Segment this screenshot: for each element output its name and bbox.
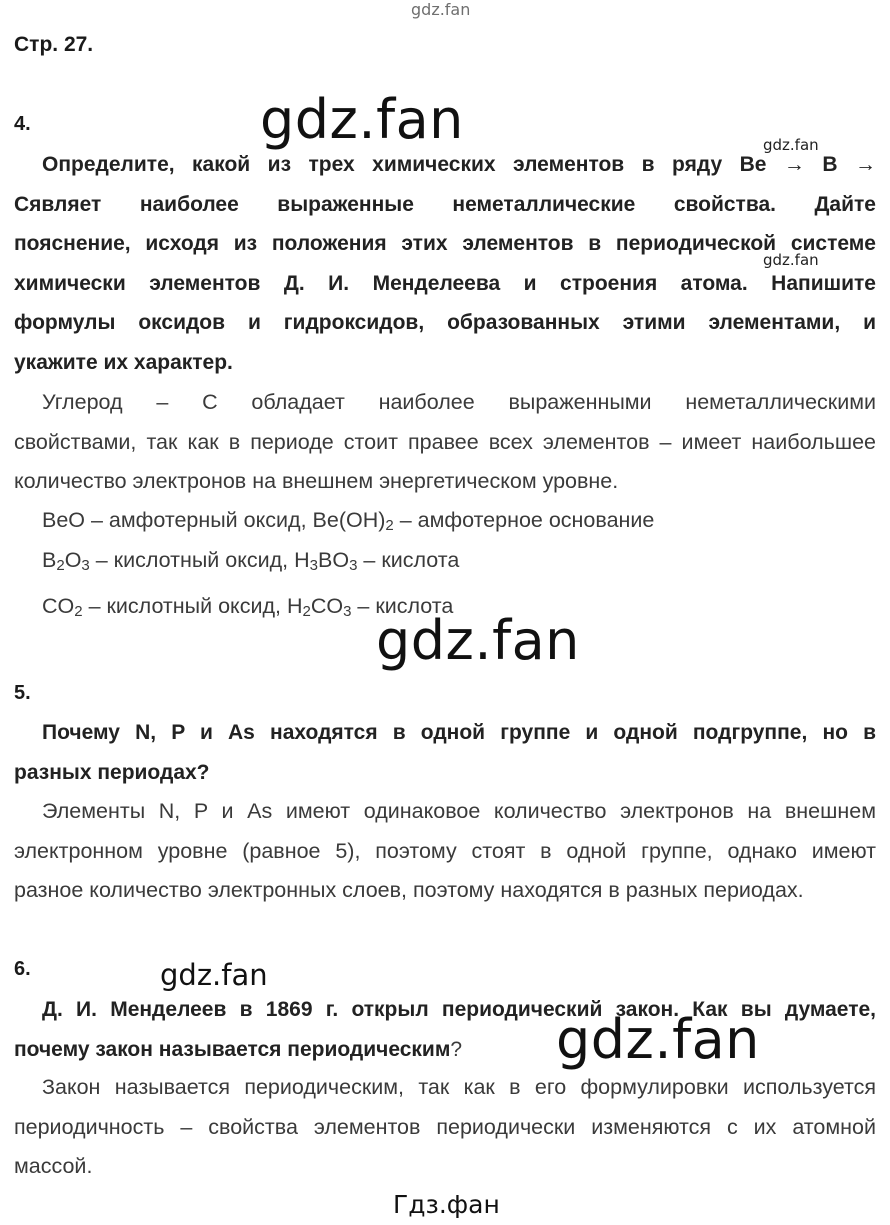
formula-be: BeO – амфотерный оксид, $Be(OH)_2$ – амфотерное основание — [42, 508, 655, 534]
answer-line: свойствами, так как в периоде стоит правее всех элементов – имеет наибольшее — [14, 429, 876, 454]
question-line: Сявляет наиболее выраженные неметаллические свойства. Дайте — [14, 192, 876, 216]
formula-b: $B_2O_3$ – кислотный оксид, $H_3BO_3$ – кислота — [42, 548, 460, 574]
question-line: химически элементов Д. И. Менделеева и строения атома. Напишите — [14, 271, 876, 295]
answer-line: электронном уровне (равное 5), поэтому стоят в одной группе, однако имеют — [14, 838, 876, 863]
answer-line: периодичность – свойства элементов периодически изменяются с их атомной — [14, 1114, 876, 1139]
task-6-answer — [14, 1068, 876, 1187]
answer-line: Элементы N, P и As имеют одинаковое количество электронов на внешнем — [42, 799, 876, 823]
task-5-question — [14, 713, 876, 792]
question-line: Почему N, P и As находятся в одной группе и одной подгруппе, но в — [42, 721, 876, 744]
question-mark: ? — [450, 1037, 463, 1061]
watermark-big-1: gdz.fan — [260, 88, 464, 151]
watermark-big-3: gdz.fan — [556, 1008, 760, 1071]
question-line: пояснение, исходя из положения этих элементов в периодической системе — [14, 232, 876, 255]
page-label: Стр. 27. — [14, 33, 94, 56]
task-5-answer — [14, 792, 876, 911]
question-line: разных периодах? — [14, 760, 210, 784]
task-6-question — [14, 990, 876, 1069]
answer-line: разное количество электронных слоев, поэтому находятся в разных периодах. — [14, 878, 804, 902]
task-4-answer — [14, 383, 876, 502]
question-bold-part: почему закон называется периодическим — [14, 1037, 451, 1061]
footer-watermark: Гдз.фан — [393, 1190, 500, 1219]
answer-line: Закон называется периодическим, так как в его формулировки используется — [42, 1075, 876, 1099]
answer-line: количество электронов на внешнем энергетическом уровне. — [14, 469, 619, 493]
task-6-number: 6. — [14, 958, 31, 980]
question-line: формулы оксидов и гидроксидов, образованных этими элементами, и — [14, 311, 876, 334]
watermark-side-2: gdz.fan — [763, 251, 819, 269]
question-line: Д. И. Менделеев в 1869 г. открыл периодический закон. Как вы думаете, — [42, 998, 876, 1021]
question-line: Определите, какой из трех химических элементов в ряду Be → B → — [42, 153, 876, 176]
watermark-top: gdz.fan — [411, 0, 471, 19]
question-line — [14, 1030, 876, 1070]
watermark-side-1: gdz.fan — [763, 136, 819, 154]
task-4-question — [14, 145, 876, 382]
formula-c: $CO_2$ – кислотный оксид, $H_2CO_3$ – кислота — [42, 594, 454, 620]
answer-line: массой. — [14, 1154, 93, 1178]
question-line: укажите их характер. — [14, 350, 233, 374]
task-4-number: 4. — [14, 113, 31, 135]
watermark-mid-3: gdz.fan — [160, 958, 268, 992]
watermark-big-2: gdz.fan — [376, 609, 580, 672]
answer-line: Углерод – С обладает наиболее выраженными неметаллическими — [42, 390, 876, 414]
task-5-number: 5. — [14, 682, 31, 704]
